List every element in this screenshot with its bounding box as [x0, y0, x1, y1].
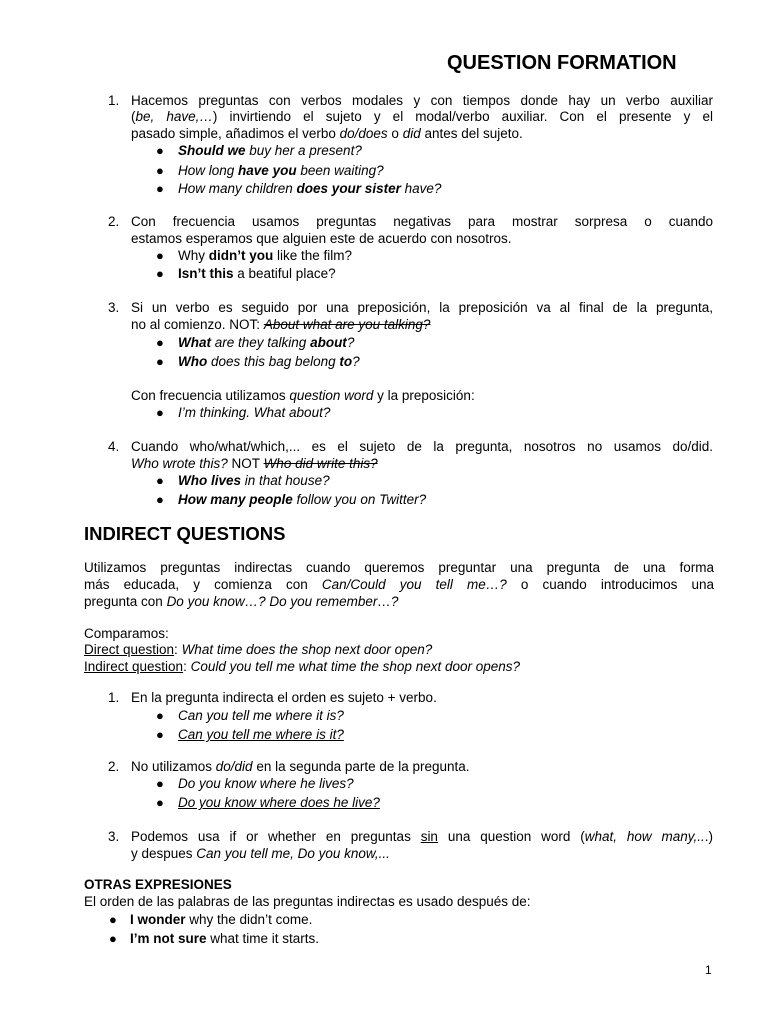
list-number: 3.: [108, 300, 120, 315]
paragraph-line: No utilizamos do/did en la segunda parte de la pregunta.: [131, 759, 470, 774]
paragraph-line: Podemos usa if or whether en preguntas sin una question word (what, how many,...): [131, 829, 714, 844]
bullet-icon: ●: [156, 708, 164, 723]
bullet-icon: ●: [156, 335, 164, 350]
page-number: 1: [705, 963, 712, 977]
indirect-question-line: Indirect question: Could you tell me what time the shop next door opens?: [84, 659, 521, 674]
example-line: How many children does your sister have?: [178, 181, 442, 196]
example-line: Who lives in that house?: [178, 473, 330, 488]
example-line: Can you tell me where is it?: [178, 727, 344, 742]
bullet-icon: ●: [156, 473, 164, 488]
bullet-icon: ●: [156, 405, 164, 420]
example-line: What are they talking about?: [178, 335, 355, 350]
list-number: 2.: [108, 214, 120, 229]
paragraph-line: estamos esperamos que alguien este de acuerdo con nosotros.: [131, 231, 512, 246]
bullet-icon: ●: [109, 931, 117, 946]
paragraph-line: Comparamos:: [84, 626, 169, 641]
bullet-icon: ●: [156, 143, 164, 158]
example-line: Should we buy her a present?: [178, 143, 362, 158]
bullet-icon: ●: [156, 266, 164, 281]
paragraph-line: Si un verbo es seguido por una preposición, la preposición va al final de la pregunta,: [131, 300, 713, 315]
list-number: 2.: [108, 759, 120, 774]
example-line: How long have you been waiting?: [178, 163, 384, 178]
bullet-icon: ●: [109, 912, 117, 927]
direct-question-line: Direct question: What time does the shop next door open?: [84, 642, 433, 657]
paragraph-line: más educada, y comienza con Can/Could you tell me…? o cuando introducimos una: [84, 577, 715, 592]
paragraph-line: (be, have,…) invirtiendo el sujeto y el modal/verbo auxiliar. Con el presente y el: [131, 109, 713, 124]
list-number: 1.: [108, 690, 120, 705]
paragraph-line: no al comienzo. NOT: About what are you talking?: [131, 317, 431, 332]
example-line: I’m not sure what time it starts.: [130, 931, 320, 946]
bullet-icon: ●: [156, 163, 164, 178]
example-line: Do you know where does he live?: [178, 795, 380, 810]
page-title: QUESTION FORMATION: [447, 52, 677, 74]
list-number: 3.: [108, 829, 120, 844]
bullet-icon: ●: [156, 727, 164, 742]
example-line: I’m thinking. What about?: [178, 405, 331, 420]
paragraph-line: Utilizamos preguntas indirectas cuando queremos preguntar una pregunta de una forma: [84, 560, 714, 575]
bullet-icon: ●: [156, 354, 164, 369]
subsection-heading: OTRAS EXPRESIONES: [84, 877, 232, 892]
paragraph-line: El orden de las palabras de las preguntas indirectas es usado después de:: [84, 894, 531, 909]
paragraph-line: pasado simple, añadimos el verbo do/does o did antes del sujeto.: [131, 126, 523, 141]
example-line: How many people follow you on Twitter?: [178, 492, 427, 507]
paragraph-line: Con frecuencia utilizamos question word y la preposición:: [131, 388, 475, 403]
bullet-icon: ●: [156, 776, 164, 791]
example-line: Why didn’t you like the film?: [178, 248, 353, 263]
paragraph-line: Con frecuencia usamos preguntas negativas para mostrar sorpresa o cuando: [131, 214, 713, 229]
bullet-icon: ●: [156, 248, 164, 263]
bullet-icon: ●: [156, 181, 164, 196]
example-line: I wonder why the didn’t come.: [130, 912, 313, 927]
paragraph-line: En la pregunta indirecta el orden es sujeto + verbo.: [131, 690, 437, 705]
list-number: 1.: [108, 93, 120, 108]
example-line: Do you know where he lives?: [178, 776, 354, 791]
list-number: 4.: [108, 439, 120, 454]
paragraph-line: Who wrote this? NOT Who did write this?: [131, 456, 378, 471]
example-line: Can you tell me where it is?: [178, 708, 344, 723]
bullet-icon: ●: [156, 795, 164, 810]
paragraph-line: Cuando who/what/which,... es el sujeto de la pregunta, nosotros no usamos do/did.: [131, 439, 713, 454]
paragraph-line: y despues Can you tell me, Do you know,...: [131, 846, 390, 861]
section-heading: INDIRECT QUESTIONS: [84, 523, 286, 544]
paragraph-line: Hacemos preguntas con verbos modales y con tiempos donde hay un verbo auxiliar: [131, 93, 713, 108]
paragraph-line: pregunta con Do you know…? Do you remember…?: [84, 594, 399, 609]
example-line: Who does this bag belong to?: [178, 354, 360, 369]
bullet-icon: ●: [156, 492, 164, 507]
example-line: Isn’t this a beatiful place?: [178, 266, 336, 281]
